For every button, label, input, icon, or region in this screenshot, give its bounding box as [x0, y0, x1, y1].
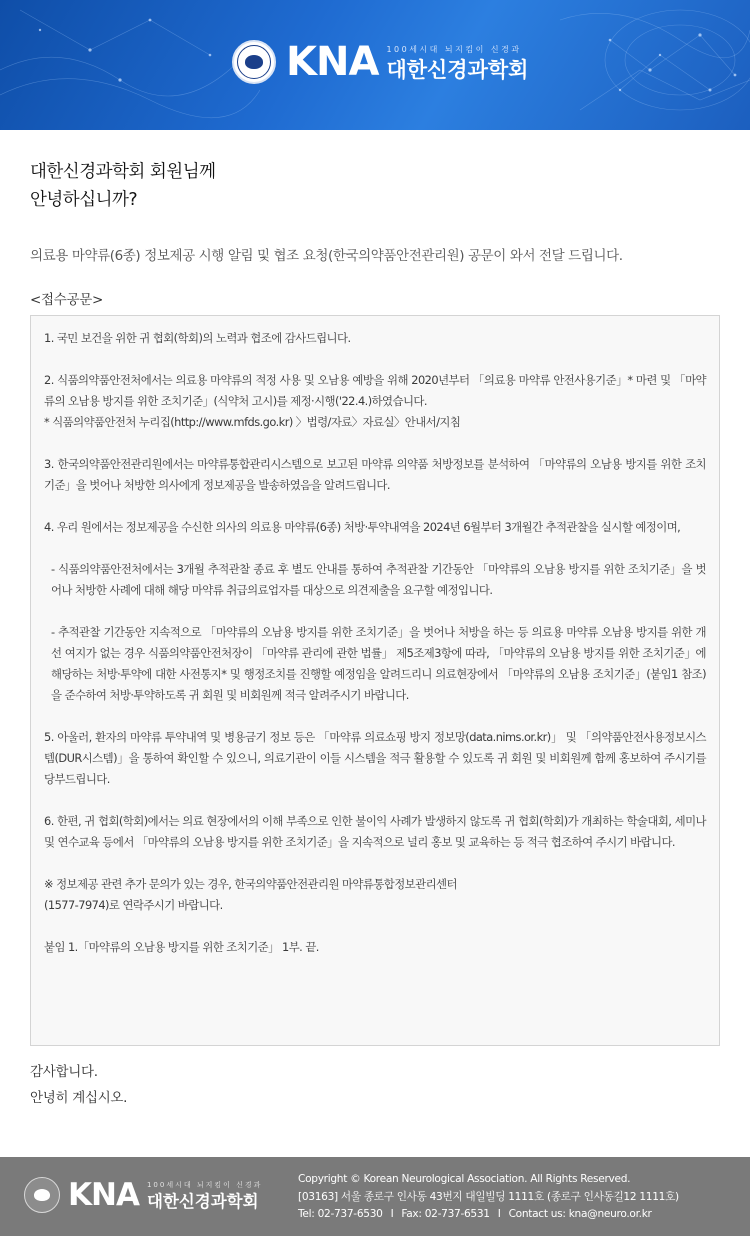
intro-text: 의료용 마약류(6종) 정보제공 시행 알림 및 협조 요청(한국의약품안전관리원) 공문이 와서 전달 드립니다. — [30, 248, 623, 264]
footer-tel: Tel: 02-737-6530 — [298, 1208, 383, 1220]
greeting-line-1: 대한신경과학회 회원님께 — [30, 162, 216, 182]
closing — [30, 1059, 127, 1111]
footer — [0, 1157, 750, 1236]
footer-separator: I — [390, 1208, 394, 1220]
header-society-name: 대한신경과학회 — [386, 57, 529, 82]
footer-separator: I — [497, 1208, 501, 1220]
footer-info — [298, 1171, 679, 1224]
closing-line-2: 안녕히 계십시오. — [30, 1090, 128, 1106]
greeting-line-2: 안녕하십니까? — [30, 190, 138, 210]
header-tagline: 100세시대 뇌지킴이 신경과 — [386, 44, 522, 54]
doc-contact-note-line-2: (1577-7974)로 연락주시기 바랍니다. — [44, 898, 223, 912]
footer-contact-line — [298, 1206, 679, 1224]
doc-paragraph-3: 3. 한국의약품안전관리원에서는 마약류통합관리시스템으로 보고된 마약류 의약품 처방정보를 분석하여 「마약류의 오남용 방지를 위한 조치기준」을 벗어나 처방한 의사에게 정보제공을 발송하였음을 알려드립니다. — [44, 457, 706, 492]
footer-tagline: 100세시대 뇌지킴이 신경과 — [146, 1180, 263, 1189]
doc-paragraph-4-item-b: - 추적관찰 기간동안 지속적으로 「마약류의 오남용 방지를 위한 조치기준」을 벗어나 처방을 하는 등 의료용 마약류 오남용 방지를 위한 개선 여지가 없는 경우 식품의약품안전처장이 「마약류 관리에 관한 법률」 제5조제3항에 따라, 「마약류의 오남용 방지를 위한 조치기준」에 해당하는 처방·투약에 대한 사전통지* 및 행정조치를 진행할 예정임을 알려드리니 의료현장에서 「마약류의 오남용 조치기준」(붙임1 참조)을 준수하여 처방·투약하도록 귀 회원 및 비회원께 적극 알려주시기 바랍니다. — [51, 625, 706, 702]
footer-fax: Fax: 02-737-6531 — [401, 1208, 490, 1220]
doc-paragraph-2: 2. 식품의약품안전처에서는 의료용 마약류의 적정 사용 및 오남용 예방을 위해 2020년부터 「의료용 마약류 안전사용기준」* 마련 및 「마약류의 오남용 방지를 위한 조치기준」(식약처 고시)를 제정·시행('22.4.)하였습니다. — [44, 373, 706, 408]
doc-contact-note-line-1: ※ 정보제공 관련 추가 문의가 있는 경우, 한국의약품안전관리원 마약류통합정보관리센터 — [44, 877, 457, 891]
footer-seal-icon — [24, 1177, 60, 1213]
society-seal-icon — [232, 40, 276, 84]
footer-society-name: 대한신경과학회 — [146, 1191, 259, 1211]
doc-paragraph-4-item-a: - 식품의약품안전처에서는 3개월 추적관찰 종료 후 별도 안내를 통하여 추적관찰 기간동안 「마약류의 오남용 방지를 위한 조치기준」을 벗어나 처방한 사례에 대해 해당 마약류 취급의료업자를 대상으로 의견제출을 요구할 예정입니다. — [51, 562, 706, 597]
greeting — [30, 158, 216, 214]
kna-logo-text: KNA — [286, 39, 379, 85]
doc-paragraph-6: 6. 한편, 귀 협회(학회)에서는 의료 현장에서의 이해 부족으로 인한 불이익 사례가 발생하지 않도록 귀 협회(학회)가 개최하는 학술대회, 세미나 및 연수교육 등에서 「마약류의 오남용 방지를 위한 조치기준」을 지속적으로 널리 홍보 및 교육하는 등 적극 협조하여 주시기 바랍니다. — [44, 814, 706, 849]
footer-email-link[interactable]: Contact us: kna@neuro.or.kr — [508, 1208, 652, 1220]
doc-attachment: 붙임 1.「마약류의 오남용 방지를 위한 조치기준」 1부. 끝. — [44, 940, 319, 954]
doc-paragraph-4: 4. 우리 원에서는 정보제공을 수신한 의사의 의료용 마약류(6종) 처방·투약내역을 2024년 6월부터 3개월간 추적관찰을 실시할 예정이며, — [44, 520, 681, 534]
footer-address: [03163] 서울 종로구 인사동 43번지 대일빌딩 1111호 (종로구 인사동길12 1111호) — [298, 1190, 679, 1203]
footer-copyright: Copyright © Korean Neurological Association. All Rights Reserved. — [298, 1173, 631, 1185]
header-banner — [0, 0, 750, 130]
footer-kna-logo-text: KNA — [68, 1177, 139, 1213]
doc-paragraph-5: 5. 아울러, 환자의 마약류 투약내역 및 병용금기 정보 등은 「마약류 의료쇼핑 방지 정보망(data.nims.or.kr)」 및 「의약품안전사용정보시스템(DUR시스템)」을 통하여 확인할 수 있으니, 의료기관이 이들 시스템을 적극 활용할 수 있도록 귀 회원 및 비회원께 함께 홍보하여 주시기를 당부드립니다. — [44, 730, 706, 786]
doc-paragraph-2-note: * 식품의약품안전처 누리집(http://www.mfds.go.kr) 〉법령/자료〉자료실〉안내서/지침 — [44, 415, 461, 429]
header-logo — [232, 40, 528, 84]
footer-logo — [24, 1177, 262, 1213]
official-document-box — [30, 315, 720, 1046]
doc-paragraph-1: 1. 국민 보건을 위한 귀 협회(학회)의 노력과 협조에 감사드립니다. — [44, 331, 351, 345]
closing-line-1: 감사합니다. — [30, 1064, 98, 1080]
received-document-label: <접수공문> — [30, 292, 103, 308]
